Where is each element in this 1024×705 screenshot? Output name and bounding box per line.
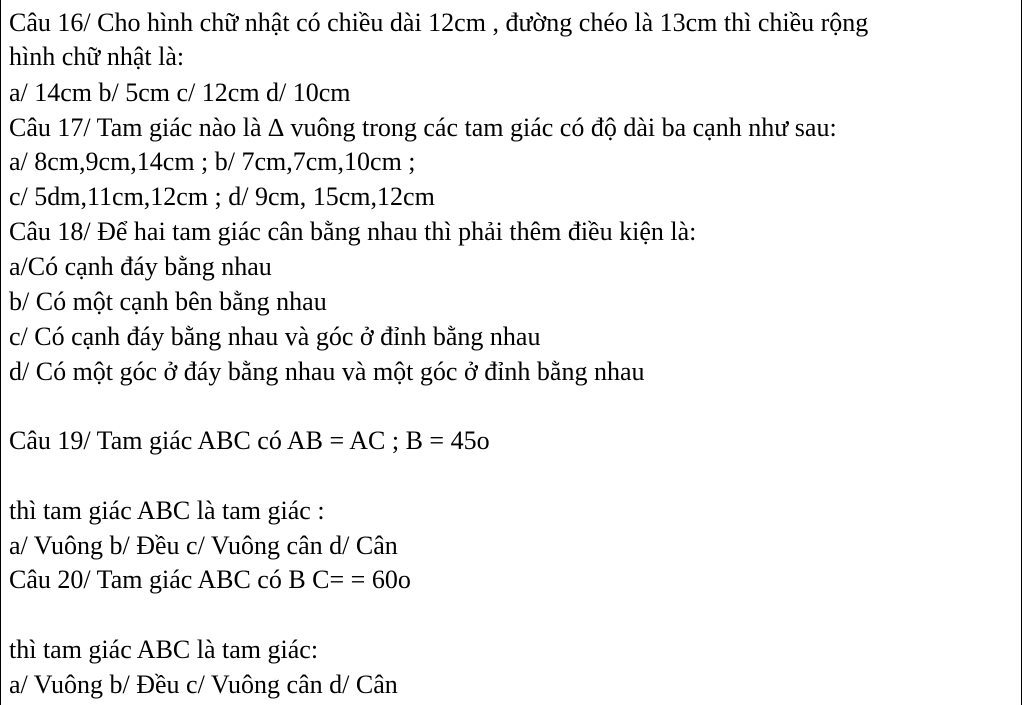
q17-options-cd: c/ 5dm,11cm,12cm ; d/ 9cm, 15cm,12cm — [9, 182, 435, 211]
q20-continuation: thì tam giác ABC là tam giác: — [9, 635, 319, 664]
q16-line-2: hình chữ nhật là: — [9, 42, 185, 71]
q19-continuation: thì tam giác ABC là tam giác : — [9, 496, 325, 525]
q18-option-c: c/ Có cạnh đáy bằng nhau và góc ở đỉnh bằng nhau — [9, 322, 541, 351]
q16-options: a/ 14cm b/ 5cm c/ 12cm d/ 10cm — [9, 78, 351, 107]
q18-option-a: a/Có cạnh đáy bằng nhau — [9, 252, 272, 281]
q18-question: Câu 18/ Để hai tam giác cân bằng nhau thì phải thêm điều kiện là: — [9, 217, 697, 246]
q20-question: Câu 20/ Tam giác ABC có B C= = 60o — [9, 565, 411, 594]
q16-line-1: Câu 16/ Cho hình chữ nhật có chiều dài 12cm , đường chéo là 13cm thì chiều rộng — [9, 8, 869, 37]
q20-options: a/ Vuông b/ Đều c/ Vuông cân d/ Cân — [9, 670, 398, 699]
q18-option-d: d/ Có một góc ở đáy bằng nhau và một góc ở đỉnh bằng nhau — [9, 357, 645, 386]
q17-options-ab: a/ 8cm,9cm,14cm ; b/ 7cm,7cm,10cm ; — [9, 147, 416, 176]
q19-question: Câu 19/ Tam giác ABC có AB = AC ; B = 45o — [9, 426, 490, 455]
q17-question: Câu 17/ Tam giác nào là ∆ vuông trong các tam giác có độ dài ba cạnh như sau: — [9, 113, 837, 142]
q19-options: a/ Vuông b/ Đều c/ Vuông cân d/ Cân — [9, 531, 398, 560]
q18-option-b: b/ Có một cạnh bên bằng nhau — [9, 287, 327, 316]
